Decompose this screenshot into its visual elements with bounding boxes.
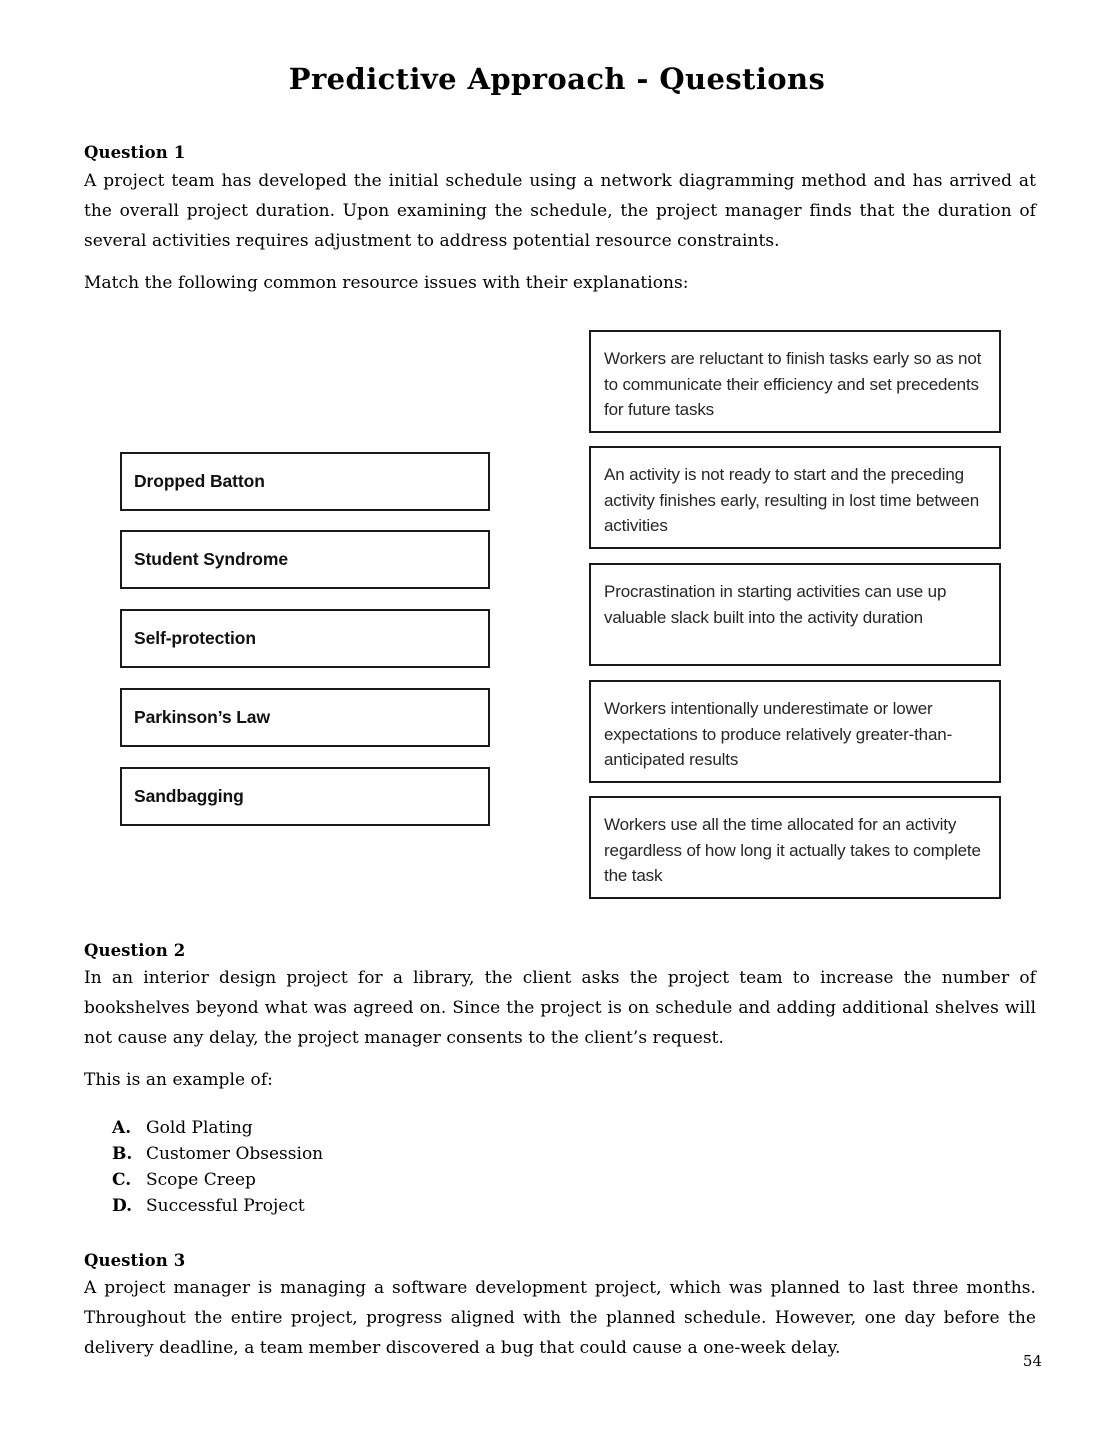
description-box-4[interactable] (589, 680, 1001, 783)
option-text: Gold Plating (146, 1118, 253, 1138)
question-1-heading: Question 1 (84, 143, 186, 162)
option-text: Successful Project (146, 1196, 305, 1216)
description-box-5[interactable] (589, 796, 1001, 899)
description-box-2[interactable] (589, 446, 1001, 549)
answer-option-b[interactable] (112, 1144, 612, 1170)
question-1-paragraph: A project team has developed the initial schedule using a network diagramming method and has arrived at the overall project duration. Upon examining the schedule, the project manager finds that the duration of several activities requires adjustment to address potential resource constraints. (84, 171, 1036, 251)
question-3-heading: Question 3 (84, 1251, 186, 1270)
option-text: Customer Obsession (146, 1144, 324, 1164)
term-box-parkinsons-law[interactable] (120, 688, 490, 747)
page-title: Predictive Approach - Questions (288, 62, 826, 96)
term-box-self-protection[interactable] (120, 609, 490, 668)
option-letter: B. (112, 1144, 133, 1164)
question-1-instruction: Match the following common resource issues with their explanations: (84, 273, 689, 293)
option-letter: A. (112, 1118, 132, 1138)
description-text: Workers are reluctant to finish tasks early so as not to communicate their efficiency and set precedents for future tasks (604, 349, 982, 419)
option-text: Scope Creep (146, 1170, 256, 1190)
term-label: Student Syndrome (134, 549, 288, 569)
description-text: Workers intentionally underestimate or lower expectations to produce relatively greater-than-anticipated results (604, 699, 953, 769)
page-number: 54 (1022, 1352, 1042, 1370)
term-label: Dropped Batton (134, 471, 265, 491)
description-box-1[interactable] (589, 330, 1001, 433)
term-box-dropped-batton[interactable] (120, 452, 490, 511)
option-letter: C. (112, 1170, 132, 1190)
answer-option-c[interactable] (112, 1170, 612, 1196)
term-label: Parkinson’s Law (134, 707, 270, 727)
option-letter: D. (112, 1196, 133, 1216)
description-box-3[interactable] (589, 563, 1001, 666)
answer-options-list (112, 1118, 612, 1222)
term-box-sandbagging[interactable] (120, 767, 490, 826)
description-text: Procrastination in starting activities can use up valuable slack built into the activity duration (604, 582, 947, 627)
term-label: Sandbagging (134, 786, 244, 806)
question-2-paragraph: In an interior design project for a library, the client asks the project team to increase the number of bookshelves beyond what was agreed on. Since the project is on schedule and adding additional shelves will not cause any delay, the project manager consents to the client’s request. (84, 968, 1036, 1048)
description-text: Workers use all the time allocated for an activity regardless of how long it actually takes to complete the task (604, 815, 981, 885)
description-text: An activity is not ready to start and the preceding activity finishes early, resulting in lost time between activities (604, 465, 980, 535)
term-box-student-syndrome[interactable] (120, 530, 490, 589)
term-label: Self-protection (134, 628, 256, 648)
answer-option-d[interactable] (112, 1196, 612, 1222)
question-2-prompt: This is an example of: (84, 1070, 273, 1090)
answer-option-a[interactable] (112, 1118, 612, 1144)
question-3-paragraph: A project manager is managing a software development project, which was planned to last three months. Throughout the entire project, progress aligned with the planned schedule. However, one day before the delivery deadline, a team member discovered a bug that could cause a one-week delay. (84, 1278, 1036, 1358)
question-2-heading: Question 2 (84, 941, 186, 960)
